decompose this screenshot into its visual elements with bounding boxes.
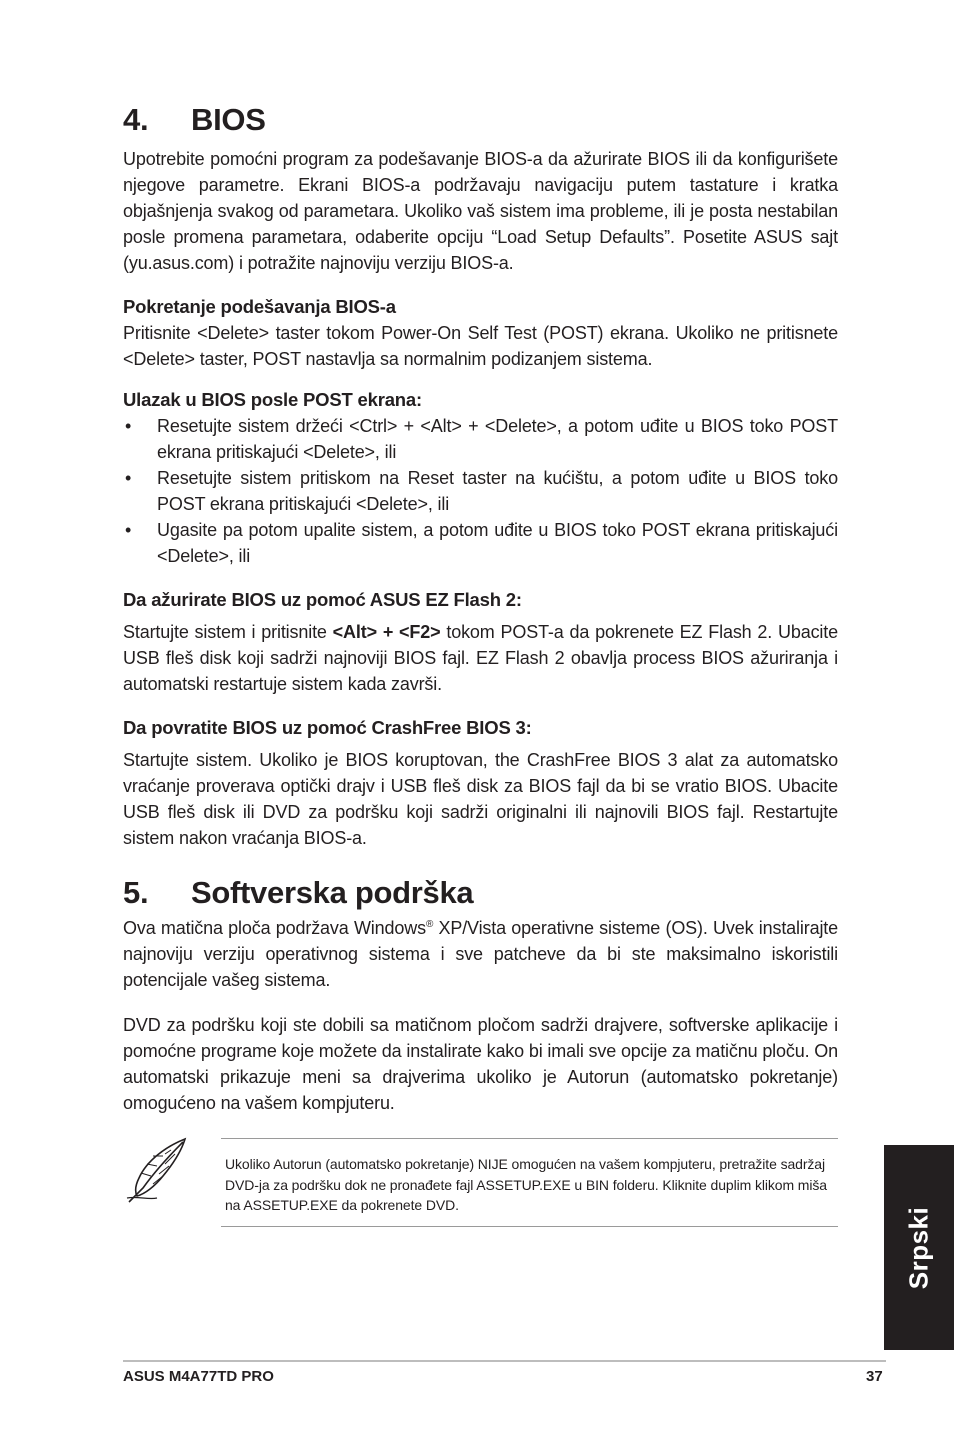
section-4-number: 4. — [123, 102, 149, 137]
note-callout — [123, 1136, 838, 1221]
crashfree-paragraph: Startujte sistem. Ukoliko je BIOS koruptovan, the CrashFree BIOS 3 alat za automatsko vraćanje proverava optički drajv i USB fleš disk za BIOS fajl da bi se vratio BIOS. Ubacite USB fleš disk ili DVD za podršku koji sadrži originalni ili najnovili BIOS fajl. Restartujte sistem nakon vraćanja BIOS-a. — [123, 750, 838, 848]
note-text: Ukoliko Autorun (automatsko pokretanje) NIJE omogućen na vašem kompjuteru, pretražite sadržaj DVD-ja za podršku dok ne pronađete fajl ASSETUP.EXE u BIN folderu. Kliknite duplim klikom miša na ASSETUP.EXE da pokrenete DVD. — [225, 1156, 827, 1213]
list-item: • Resetujte sistem držeći <Ctrl> + <Alt> + <Delete>, a potom uđite u BIOS toko POST ekrana pritiskajući <Delete>, ili — [125, 416, 838, 462]
bios-setup-heading: Pokretanje podešavanja BIOS-a — [123, 296, 396, 317]
section-4-heading — [123, 100, 838, 140]
page-content — [123, 100, 838, 1116]
footer-model: ASUS M4A77TD PRO — [123, 1368, 274, 1385]
bios-setup-paragraph: Pritisnite <Delete> taster tokom Power-On Self Test (POST) ekrana. Ukoliko ne pritisnete <Delete> taster, POST nastavlja sa normalnim podizanjem sistema. — [123, 323, 838, 369]
software-paragraph-2: DVD za podršku koji ste dobili sa matičnom pločom sadrži drajvere, softverske aplikacije i pomoćne programe koje možete da instalirate kako bi imali sve opcije za matičnu ploču. On automatski prikazuje meni sa drajverima ukoliko je Autorun (automatsko pokretanje) omogućeno na vašem kompjuteru. — [123, 1015, 839, 1113]
section-5-number: 5. — [123, 875, 149, 910]
bios-after-post-heading: Ulazak u BIOS posle POST ekrana: — [123, 389, 422, 410]
list-item: • Resetujte sistem pritiskom na Reset taster na kućištu, a potom uđite u BIOS toko POST ekrana pritiskajući <Delete>, ili — [125, 468, 838, 514]
ez-flash-heading: Da ažurirate BIOS uz pomoć ASUS EZ Flash 2: — [123, 589, 522, 610]
footer-page-number: 37 — [866, 1368, 883, 1385]
asus-site-link[interactable]: yu.asus.com — [128, 253, 229, 273]
language-tab-label: Srpski — [903, 1206, 934, 1289]
bios-entry-list — [123, 413, 838, 569]
section-5-title: Softverska podrška — [191, 875, 474, 910]
registered-mark: ® — [425, 919, 434, 930]
crashfree-heading: Da povratite BIOS uz pomoć CrashFree BIOS 3: — [123, 717, 532, 738]
note-box — [221, 1138, 838, 1227]
footer-divider — [123, 1360, 886, 1362]
feather-quill-icon — [123, 1136, 193, 1206]
bios-intro-paragraph: Upotrebite pomoćni program za podešavanje BIOS-a da ažurirate BIOS ili da konfigurišete njegove parametre. Ekrani BIOS-a podržavaju navigaciju putem tastature i kratka objašnjenja svakog od parametara. Ukoliko vaš sistem ima probleme, ili je posta nestabilan posle promena parametara, odaberite opciju “Load Setup Defaults”. Posetite ASUS sajt (yu.asus.com) i potražite najnoviju verziju BIOS-a. — [123, 149, 838, 273]
list-item: • Ugasite pa potom upalite sistem, a potom uđite u BIOS toko POST ekrana pritiskajući <Delete>, ili — [125, 520, 838, 566]
ez-flash-keys: <Alt> + <F2> — [332, 622, 441, 642]
language-tab — [884, 1145, 954, 1350]
section-4-title: BIOS — [191, 102, 266, 137]
software-paragraph-1: Ova matična ploča podržava Windows® XP/Vista operativne sisteme (OS). Uvek instalirajte najnoviju verziju operativnog sistema i sve patcheve da bi ste maksimalno iskoristili potencijale vašeg sistema. — [123, 918, 839, 990]
ez-flash-paragraph: Startujte sistem i pritisnite <Alt> + <F2> tokom POST-a da pokrenete EZ Flash 2. Ubacite USB fleš disk koji sadrži najnoviji BIOS fajl. EZ Flash 2 obavlja process BIOS ažuriranja i automatski restartuje sistem kada završi. — [123, 622, 838, 694]
section-5-heading — [123, 873, 838, 913]
